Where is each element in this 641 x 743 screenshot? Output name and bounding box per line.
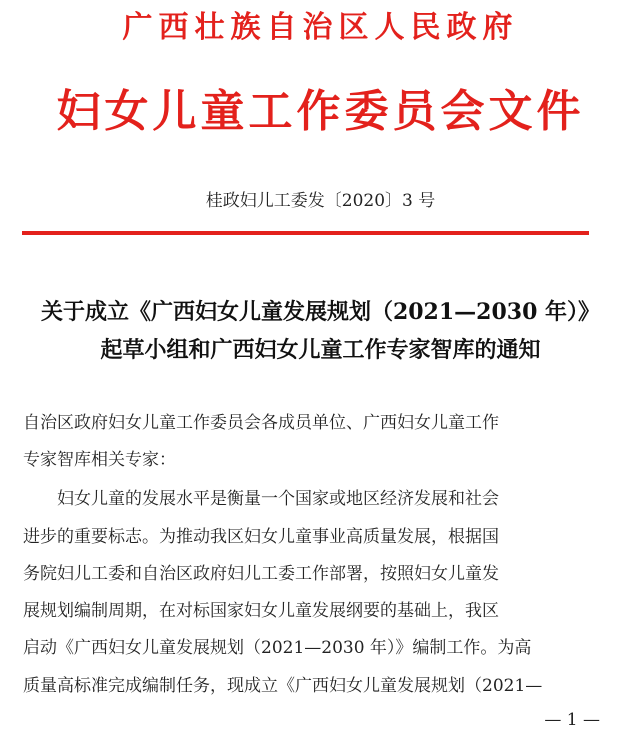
body-line: 启动《广西妇女儿童发展规划（2021—2030 年）》编制工作。为高	[23, 638, 532, 658]
issuer-name: 广西壮族自治区人民政府	[122, 10, 519, 45]
body-line: 展规划编制周期，在对标国家妇女儿童发展纲要的基础上，我区	[23, 601, 499, 621]
body-line: 妇女儿童的发展水平是衡量一个国家或地区经济发展和社会	[23, 489, 499, 509]
body-line: 务院妇儿工委和自治区政府妇儿工委工作部署，按照妇女儿童发	[23, 564, 499, 584]
document-type-heading: 妇女儿童工作委员会文件	[56, 86, 585, 137]
notice-title-line-2: 起草小组和广西妇女儿童工作专家智库的通知	[100, 337, 541, 363]
red-separator-rule	[22, 231, 589, 235]
document-number: 桂政妇儿工委发〔2020〕3 号	[205, 191, 436, 211]
body-line: 质量高标准完成编制任务，现成立《广西妇女儿童发展规划（2021—	[23, 676, 543, 696]
page-number: — 1 —	[544, 710, 600, 730]
body-line: 专家智库相关专家：	[23, 450, 176, 470]
notice-title-line-1: 关于成立《广西妇女儿童发展规划（2021—2030 年）》	[40, 299, 601, 325]
body-line: 自治区政府妇女儿童工作委员会各成员单位、广西妇女儿童工作	[23, 413, 499, 433]
body-line: 进步的重要标志。为推动我区妇女儿童事业高质量发展，根据国	[23, 527, 499, 547]
